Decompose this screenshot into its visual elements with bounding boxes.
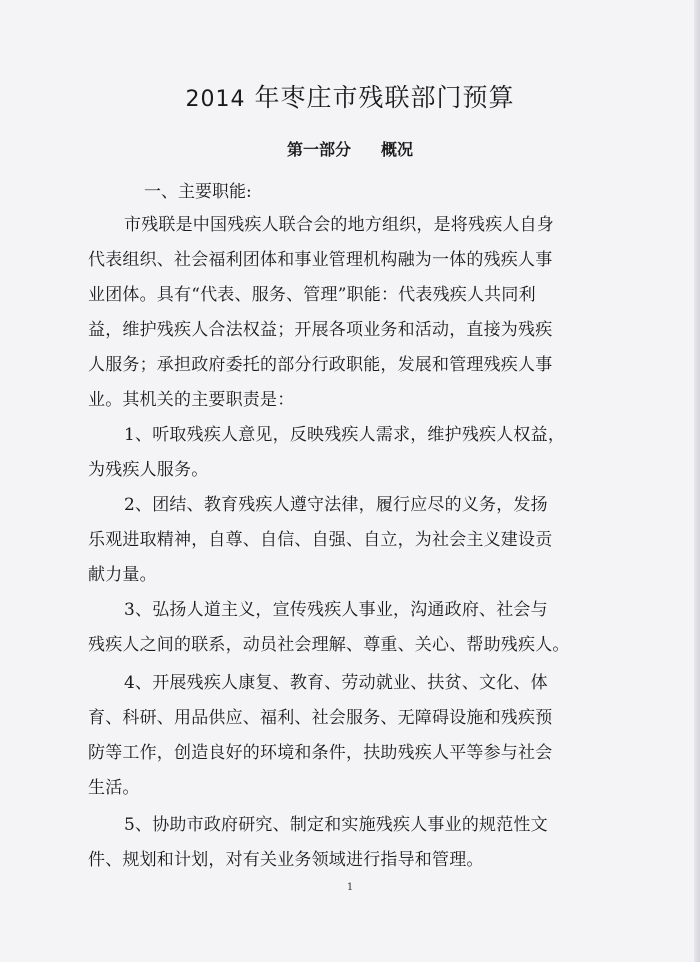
- document-title: [0, 78, 700, 114]
- paragraph-line: 献力量。: [88, 565, 157, 585]
- page-number: 1: [346, 882, 354, 893]
- paragraph-line: 5、协助市政府研究、制定和实施残疾人事业的规范性文: [124, 815, 548, 835]
- paragraph-line: 业团体。具有“代表、服务、管理”职能：代表残疾人共同利: [88, 285, 536, 305]
- paragraph-line: 1、听取残疾人意见，反映残疾人需求，维护残疾人权益，: [124, 425, 566, 445]
- paragraph-line: 2、团结、教育残疾人遵守法律，履行应尽的义务，发扬: [124, 495, 548, 515]
- paragraph-line: 为残疾人服务。: [88, 460, 209, 480]
- part-name: 概况: [381, 140, 414, 159]
- paragraph-line: 残疾人之间的联系，动员社会理解、尊重、关心、帮助残疾人。: [88, 635, 570, 655]
- paragraph-line: 防等工作，创造良好的环境和条件，扶助残疾人平等参与社会: [88, 743, 553, 763]
- section-heading: 一、主要职能:: [144, 182, 252, 202]
- paragraph-line: 乐观进取精神，自尊、自信、自强、自立，为社会主义建设贡: [88, 530, 553, 550]
- paragraph-line: 益，维护残疾人合法权益；开展各项业务和活动，直接为残疾: [88, 320, 553, 340]
- paragraph-line: 市残联是中国残疾人联合会的地方组织，是将残疾人自身: [124, 215, 554, 235]
- paragraph-line: 4、开展残疾人康复、教育、劳动就业、扶贫、文化、体: [124, 673, 548, 693]
- paragraph-line: 代表组织、社会福利团体和事业管理机构融为一体的残疾人事: [88, 250, 553, 270]
- part-label: 第一部分: [286, 140, 351, 159]
- paragraph-line: 件、规划和计划，对有关业务领域进行指导和管理。: [88, 850, 484, 870]
- paragraph-line: 人服务；承担政府委托的部分行政职能，发展和管理残疾人事: [88, 355, 553, 375]
- title-text: 年枣庄市残联部门预算: [254, 83, 515, 112]
- paragraph-line: 3、弘扬人道主义，宣传残疾人事业，沟通政府、社会与: [124, 600, 548, 620]
- part-heading: [0, 137, 700, 160]
- paragraph-line: 育、科研、用品供应、福利、社会服务、无障碍设施和残疾预: [88, 708, 553, 728]
- paragraph-line: 生活。: [88, 778, 140, 798]
- paragraph-line: 业。其机关的主要职责是：: [88, 390, 295, 410]
- title-year: 2014: [185, 87, 246, 112]
